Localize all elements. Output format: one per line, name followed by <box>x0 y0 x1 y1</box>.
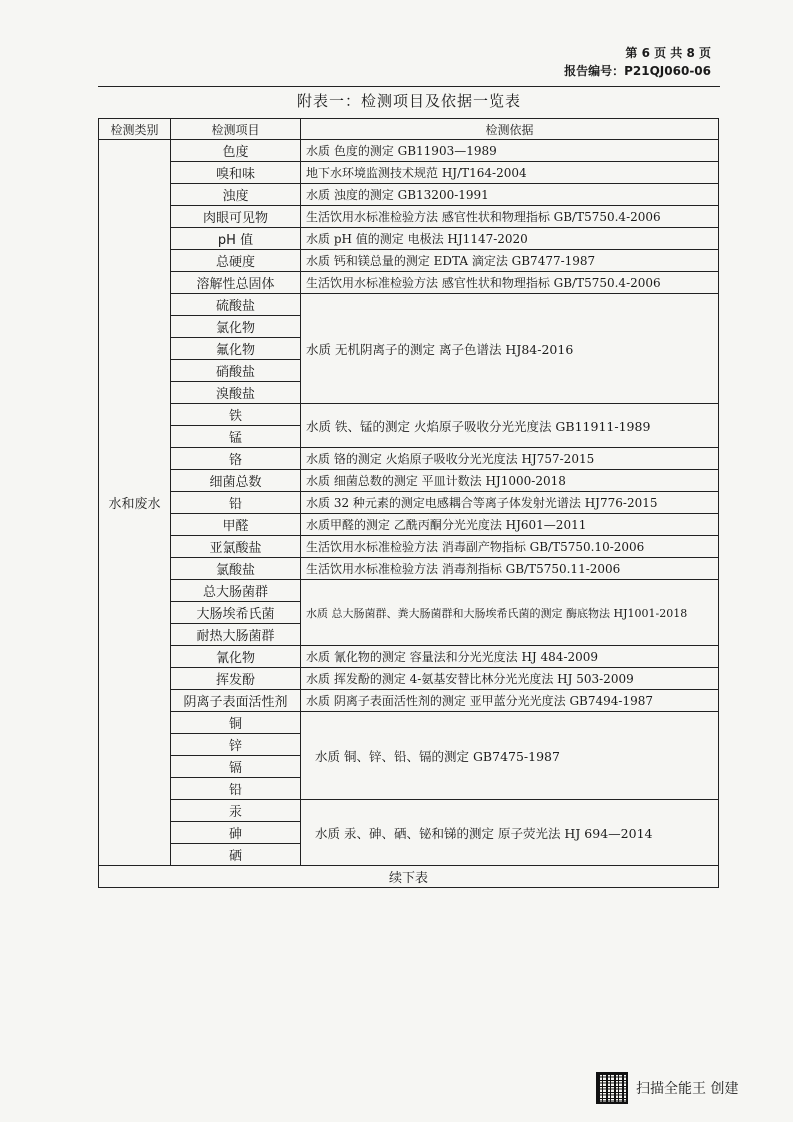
report-number: 报告编号：P21QJ060-06 <box>564 64 711 78</box>
item-cell: 溴酸盐 <box>171 382 301 404</box>
basis-cell: 水质 32 种元素的测定电感耦合等离子体发射光谱法 HJ776-2015 <box>301 492 719 514</box>
table-row <box>99 646 719 668</box>
item-cell: 镉 <box>171 756 301 778</box>
item-cell: 阴离子表面活性剂 <box>171 690 301 712</box>
item-cell: 肉眼可见物 <box>171 206 301 228</box>
page-number: 第 6 页 共 8 页 <box>625 46 711 60</box>
item-cell: 氯化物 <box>171 316 301 338</box>
continued-note: 续下表 <box>99 866 719 888</box>
basis-cell: 水质 钙和镁总量的测定 EDTA 滴定法 GB7477-1987 <box>301 250 719 272</box>
basis-cell: 水质 色度的测定 GB11903—1989 <box>301 140 719 162</box>
category-cell: 水和废水 <box>99 140 171 866</box>
table-row <box>99 690 719 712</box>
table-row <box>99 184 719 206</box>
basis-cell: 地下水环境监测技术规范 HJ/T164-2004 <box>301 162 719 184</box>
basis-cell: 水质 铁、锰的测定 火焰原子吸收分光光度法 GB11911-1989 <box>301 404 719 448</box>
table-row <box>99 514 719 536</box>
table-row <box>99 580 719 602</box>
scanner-label: 扫描全能王 创建 <box>636 1081 739 1097</box>
item-cell: 铅 <box>171 778 301 800</box>
item-cell: 硝酸盐 <box>171 360 301 382</box>
item-cell: 砷 <box>171 822 301 844</box>
table-row <box>99 800 719 822</box>
item-cell: 浊度 <box>171 184 301 206</box>
basis-cell: 水质 挥发酚的测定 4-氨基安替比林分光光度法 HJ 503-2009 <box>301 668 719 690</box>
item-cell: 汞 <box>171 800 301 822</box>
basis-cell: 水质甲醛的测定 乙酰丙酮分光光度法 HJ601—2011 <box>301 514 719 536</box>
item-cell: pH 值 <box>171 228 301 250</box>
basis-cell: 水质 pH 值的测定 电极法 HJ1147-2020 <box>301 228 719 250</box>
item-cell: 大肠埃希氏菌 <box>171 602 301 624</box>
scanner-watermark <box>596 1072 738 1104</box>
table-row <box>99 448 719 470</box>
item-cell: 铜 <box>171 712 301 734</box>
item-cell: 耐热大肠菌群 <box>171 624 301 646</box>
table-row <box>99 712 719 734</box>
table-row <box>99 536 719 558</box>
basis-cell: 水质 浊度的测定 GB13200-1991 <box>301 184 719 206</box>
table-row <box>99 140 719 162</box>
table-row <box>99 668 719 690</box>
table-title: 附表一：检测项目及依据一览表 <box>296 92 521 110</box>
item-cell: 亚氯酸盐 <box>171 536 301 558</box>
item-cell: 氟化物 <box>171 338 301 360</box>
table-header-row <box>99 119 719 140</box>
header-basis: 检测依据 <box>301 119 719 140</box>
header-category: 检测类别 <box>99 119 171 140</box>
basis-cell: 生活饮用水标准检验方法 消毒剂指标 GB/T5750.11-2006 <box>301 558 719 580</box>
item-cell: 总大肠菌群 <box>171 580 301 602</box>
item-cell: 铅 <box>171 492 301 514</box>
header-rule <box>98 86 720 87</box>
table-footer-row <box>99 866 719 888</box>
item-cell: 色度 <box>171 140 301 162</box>
basis-cell: 生活饮用水标准检验方法 感官性状和物理指标 GB/T5750.4-2006 <box>301 272 719 294</box>
item-cell: 溶解性总固体 <box>171 272 301 294</box>
table-row <box>99 492 719 514</box>
basis-cell: 生活饮用水标准检验方法 消毒副产物指标 GB/T5750.10-2006 <box>301 536 719 558</box>
table-row <box>99 404 719 426</box>
basis-cell: 水质 无机阴离子的测定 离子色谱法 HJ84-2016 <box>301 294 719 404</box>
basis-cell: 水质 细菌总数的测定 平皿计数法 HJ1000-2018 <box>301 470 719 492</box>
table-row <box>99 228 719 250</box>
item-cell: 挥发酚 <box>171 668 301 690</box>
table-row <box>99 250 719 272</box>
item-cell: 锰 <box>171 426 301 448</box>
test-items-table <box>98 118 719 888</box>
basis-cell: 水质 汞、砷、硒、铋和锑的测定 原子荧光法 HJ 694—2014 <box>301 800 719 866</box>
basis-cell: 水质 阴离子表面活性剂的测定 亚甲蓝分光光度法 GB7494-1987 <box>301 690 719 712</box>
table-row <box>99 558 719 580</box>
header-item: 检测项目 <box>171 119 301 140</box>
item-cell: 甲醛 <box>171 514 301 536</box>
item-cell: 硫酸盐 <box>171 294 301 316</box>
basis-cell: 水质 铬的测定 火焰原子吸收分光光度法 HJ757-2015 <box>301 448 719 470</box>
table-row <box>99 470 719 492</box>
basis-cell: 生活饮用水标准检验方法 感官性状和物理指标 GB/T5750.4-2006 <box>301 206 719 228</box>
item-cell: 总硬度 <box>171 250 301 272</box>
qr-code-icon <box>596 1072 628 1104</box>
item-cell: 铬 <box>171 448 301 470</box>
basis-cell: 水质 氰化物的测定 容量法和分光光度法 HJ 484-2009 <box>301 646 719 668</box>
table-row <box>99 272 719 294</box>
basis-cell: 水质 总大肠菌群、粪大肠菌群和大肠埃希氏菌的测定 酶底物法 HJ1001-2018 <box>301 580 719 646</box>
item-cell: 锌 <box>171 734 301 756</box>
item-cell: 铁 <box>171 404 301 426</box>
table-row <box>99 206 719 228</box>
table-row <box>99 294 719 316</box>
item-cell: 硒 <box>171 844 301 866</box>
item-cell: 氰化物 <box>171 646 301 668</box>
basis-cell: 水质 铜、锌、铅、镉的测定 GB7475-1987 <box>301 712 719 800</box>
item-cell: 嗅和味 <box>171 162 301 184</box>
table-row <box>99 162 719 184</box>
item-cell: 细菌总数 <box>171 470 301 492</box>
item-cell: 氯酸盐 <box>171 558 301 580</box>
